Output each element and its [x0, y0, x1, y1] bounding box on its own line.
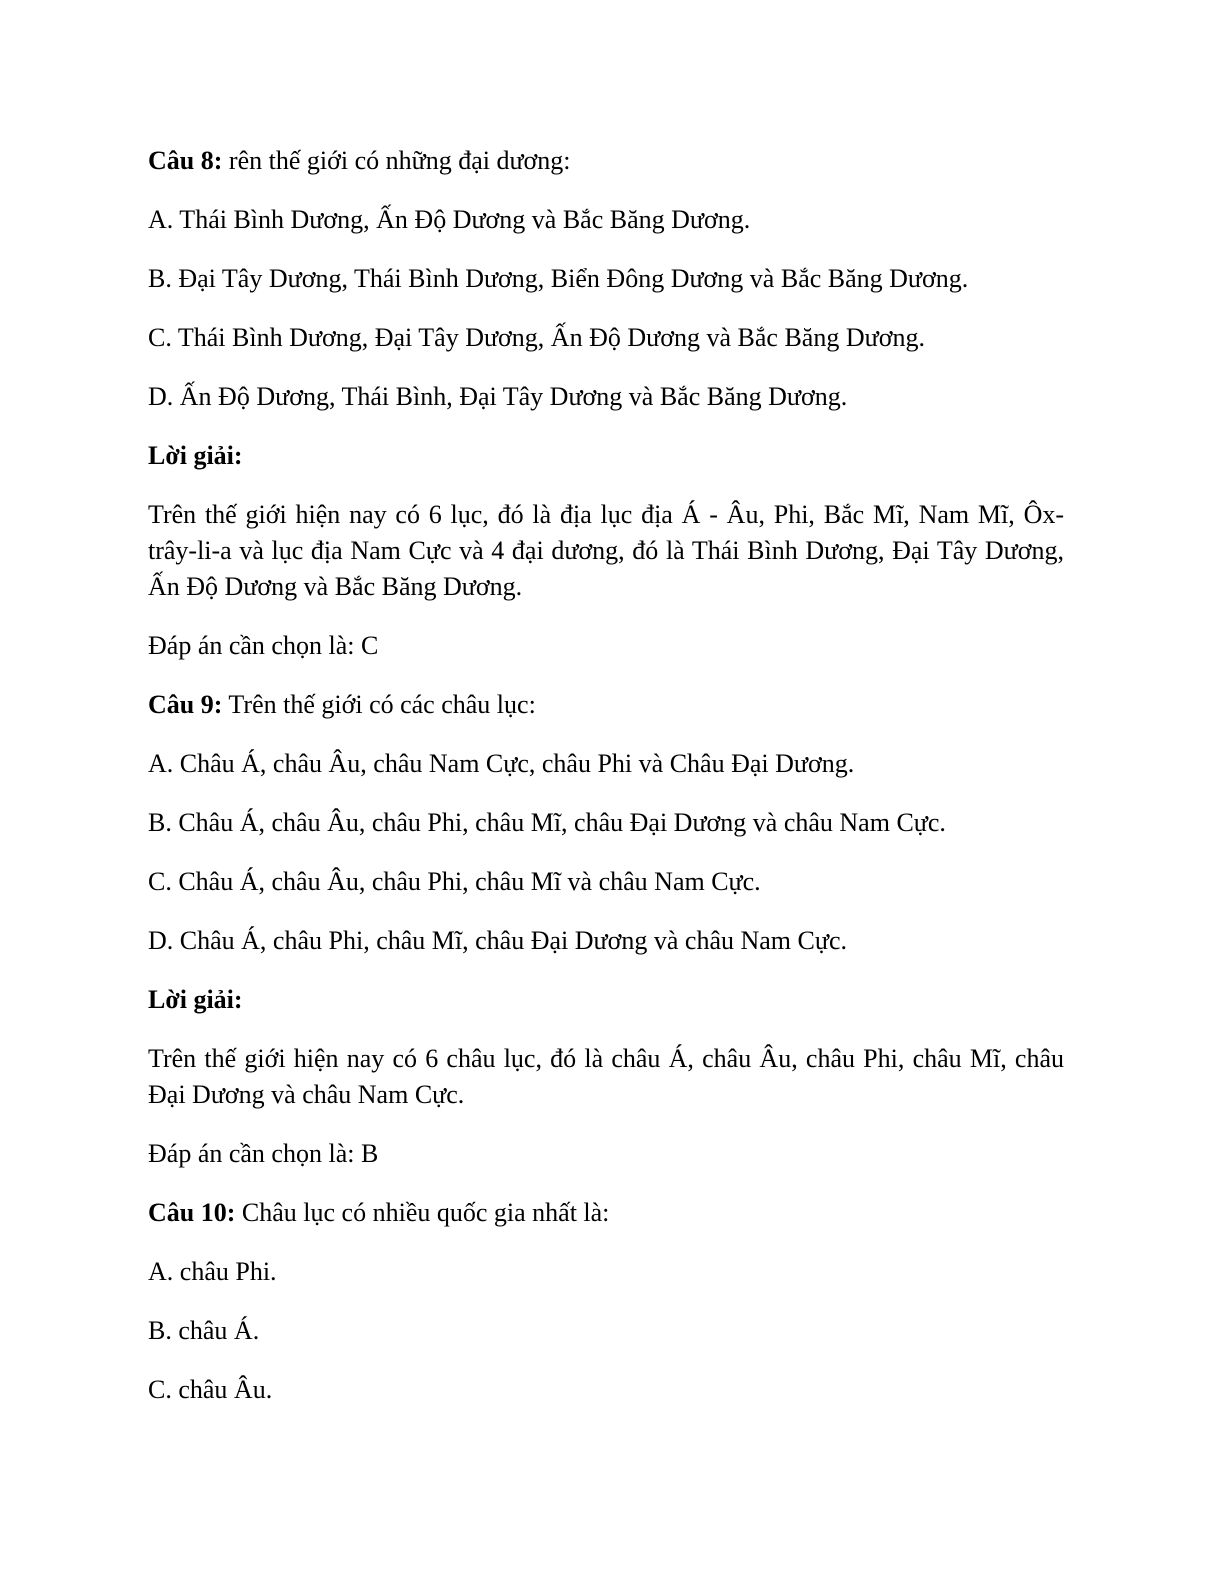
- question-9-answer: Đáp án cần chọn là: B: [148, 1139, 379, 1168]
- document-page: [148, 143, 1064, 1431]
- question-9-option-b: B. Châu Á, châu Âu, châu Phi, châu Mĩ, châu Đại Dương và châu Nam Cực.: [148, 808, 946, 837]
- question-9-solution: Trên thế giới hiện nay có 6 châu lục, đó là châu Á, châu Âu, châu Phi, châu Mĩ, châu Đại Dương và châu Nam Cực.: [148, 1044, 1064, 1109]
- question-10-option-c: C. châu Âu.: [148, 1375, 273, 1404]
- question-9-option-a: A. Châu Á, châu Âu, châu Nam Cực, châu Phi và Châu Đại Dương.: [148, 749, 855, 778]
- question-9-text: Trên thế giới có các châu lục:: [222, 690, 536, 719]
- question-10-text: Châu lục có nhiều quốc gia nhất là:: [235, 1198, 610, 1227]
- question-8-option-d: D. Ấn Độ Dương, Thái Bình, Đại Tây Dương và Bắc Băng Dương.: [148, 382, 848, 411]
- question-8: [148, 143, 1064, 179]
- question-9-label: Câu 9:: [148, 690, 223, 719]
- question-8-option-b: B. Đại Tây Dương, Thái Bình Dương, Biển Đông Dương và Bắc Băng Dương.: [148, 264, 969, 293]
- question-8-option-c: C. Thái Bình Dương, Đại Tây Dương, Ấn Độ Dương và Bắc Băng Dương.: [148, 323, 925, 352]
- question-9-solution-label: Lời giải:: [148, 985, 243, 1014]
- question-9-option-c: C. Châu Á, châu Âu, châu Phi, châu Mĩ và châu Nam Cực.: [148, 867, 761, 896]
- question-8-option-a: A. Thái Bình Dương, Ấn Độ Dương và Bắc Băng Dương.: [148, 205, 751, 234]
- question-10: [148, 1195, 1064, 1231]
- question-9: [148, 687, 1064, 723]
- question-8-label: Câu 8:: [148, 146, 223, 175]
- question-8-solution: Trên thế giới hiện nay có 6 lục, đó là địa lục địa Á - Âu, Phi, Bắc Mĩ, Nam Mĩ, Ôx-trây-li-a và lục địa Nam Cực và 4 đại dương, đó là Thái Bình Dương, Đại Tây Dương, Ấn Độ Dương và Bắc Băng Dương.: [148, 500, 1064, 601]
- question-10-label: Câu 10:: [148, 1198, 236, 1227]
- question-8-solution-label: Lời giải:: [148, 441, 243, 470]
- question-10-option-b: B. châu Á.: [148, 1316, 260, 1345]
- question-8-answer: Đáp án cần chọn là: C: [148, 631, 379, 660]
- question-10-option-a: A. châu Phi.: [148, 1257, 277, 1286]
- question-8-text: rên thế giới có những đại dương:: [222, 146, 571, 175]
- question-9-option-d: D. Châu Á, châu Phi, châu Mĩ, châu Đại Dương và châu Nam Cực.: [148, 926, 847, 955]
